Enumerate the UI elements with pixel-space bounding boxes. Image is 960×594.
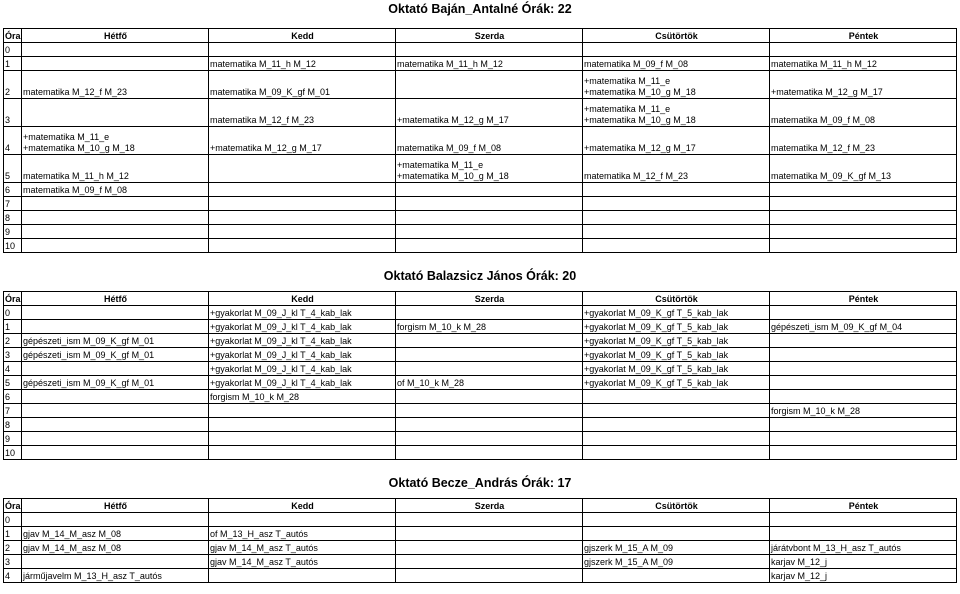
lesson-cell: járműjavelm M_13_H_asz T_autós — [22, 569, 209, 583]
ora-cell: 10 — [4, 446, 22, 460]
table-row — [4, 306, 957, 320]
lesson-cell — [770, 183, 957, 197]
lesson-cell — [583, 197, 770, 211]
lesson-cell — [22, 390, 209, 404]
lesson-cell — [396, 513, 583, 527]
lesson-cell — [583, 390, 770, 404]
table-row — [4, 127, 957, 155]
schedule-table — [3, 498, 957, 583]
lesson-cell — [583, 404, 770, 418]
lesson-cell — [209, 211, 396, 225]
lesson-cell: +gyakorlat M_09_K_gf T_5_kab_lak — [583, 376, 770, 390]
lesson-cell: matematika M_12_f M_23 — [209, 99, 396, 127]
lesson-cell — [583, 432, 770, 446]
lesson-cell — [770, 239, 957, 253]
table-row — [4, 183, 957, 197]
ora-cell: 8 — [4, 211, 22, 225]
lesson-cell — [22, 513, 209, 527]
table-row — [4, 334, 957, 348]
lesson-cell: +gyakorlat M_09_J_kl T_4_kab_lak — [209, 334, 396, 348]
lesson-cell — [396, 334, 583, 348]
lesson-cell — [770, 446, 957, 460]
ora-cell: 1 — [4, 57, 22, 71]
ora-cell: 7 — [4, 404, 22, 418]
lesson-cell — [396, 446, 583, 460]
lesson-cell — [396, 306, 583, 320]
lesson-cell — [22, 225, 209, 239]
lesson-cell — [209, 418, 396, 432]
lesson-cell: gépészeti_ism M_09_K_gf M_01 — [22, 334, 209, 348]
lesson-cell: matematika M_09_f M_08 — [770, 99, 957, 127]
lesson-cell: karjav M_12_j — [770, 555, 957, 569]
lesson-cell — [770, 197, 957, 211]
lesson-cell: +matematika M_12_g M_17 — [209, 127, 396, 155]
lesson-cell — [396, 527, 583, 541]
lesson-cell — [22, 197, 209, 211]
table-row — [4, 197, 957, 211]
lesson-cell — [209, 404, 396, 418]
header-day: Szerda — [396, 29, 583, 43]
lesson-cell: +gyakorlat M_09_K_gf T_5_kab_lak — [583, 306, 770, 320]
lesson-cell — [209, 197, 396, 211]
table-row — [4, 99, 957, 127]
lesson-cell — [396, 432, 583, 446]
lesson-cell — [209, 183, 396, 197]
lesson-cell — [22, 446, 209, 460]
lesson-cell: matematika M_09_f M_08 — [396, 127, 583, 155]
header-day: Csütörtök — [583, 29, 770, 43]
lesson-cell — [22, 432, 209, 446]
table-row — [4, 57, 957, 71]
lesson-cell — [396, 418, 583, 432]
ora-cell: 1 — [4, 527, 22, 541]
table-row — [4, 446, 957, 460]
lesson-cell: +matematika M_11_e +matematika M_10_g M_18 — [583, 99, 770, 127]
header-day: Hétfő — [22, 292, 209, 306]
lesson-cell: matematika M_11_h M_12 — [209, 57, 396, 71]
lesson-cell — [396, 541, 583, 555]
ora-cell: 7 — [4, 197, 22, 211]
lesson-cell: +matematika M_11_e +matematika M_10_g M_18 — [396, 155, 583, 183]
header-day: Kedd — [209, 499, 396, 513]
ora-cell: 3 — [4, 555, 22, 569]
table-row — [4, 71, 957, 99]
header-day: Péntek — [770, 292, 957, 306]
lesson-cell — [396, 225, 583, 239]
lesson-cell: gjav M_14_M_asz M_08 — [22, 527, 209, 541]
lesson-cell: of M_10_k M_28 — [396, 376, 583, 390]
lesson-cell — [396, 555, 583, 569]
lesson-cell — [770, 362, 957, 376]
lesson-cell — [22, 404, 209, 418]
lesson-cell: +gyakorlat M_09_J_kl T_4_kab_lak — [209, 320, 396, 334]
lesson-cell: +matematika M_11_e +matematika M_10_g M_18 — [583, 71, 770, 99]
lesson-cell — [396, 43, 583, 57]
lesson-cell — [770, 376, 957, 390]
lesson-cell: +gyakorlat M_09_K_gf T_5_kab_lak — [583, 320, 770, 334]
lesson-cell — [770, 348, 957, 362]
lesson-cell — [396, 183, 583, 197]
section-title: Oktató Balazsicz János Órák: 20 — [383, 269, 577, 283]
table-row — [4, 43, 957, 57]
lesson-cell: +gyakorlat M_09_K_gf T_5_kab_lak — [583, 362, 770, 376]
ora-cell: 10 — [4, 239, 22, 253]
lesson-cell — [583, 513, 770, 527]
lesson-cell: +matematika M_12_g M_17 — [770, 71, 957, 99]
lesson-cell: matematika M_09_f M_08 — [583, 57, 770, 71]
lesson-cell — [396, 211, 583, 225]
section-title: Oktató Becze_András Órák: 17 — [388, 476, 572, 490]
lesson-cell: +gyakorlat M_09_K_gf T_5_kab_lak — [583, 348, 770, 362]
lesson-cell — [583, 418, 770, 432]
table-row — [4, 376, 957, 390]
lesson-cell — [583, 225, 770, 239]
header-day: Csütörtök — [583, 292, 770, 306]
table-row — [4, 555, 957, 569]
header-day: Kedd — [209, 292, 396, 306]
table-row — [4, 404, 957, 418]
lesson-cell: gjav M_14_M_asz T_autós — [209, 555, 396, 569]
lesson-cell — [770, 334, 957, 348]
lesson-cell — [22, 239, 209, 253]
lesson-cell: +matematika M_12_g M_17 — [583, 127, 770, 155]
lesson-cell: +matematika M_12_g M_17 — [396, 99, 583, 127]
lesson-cell — [22, 43, 209, 57]
lesson-cell — [583, 527, 770, 541]
ora-cell: 9 — [4, 225, 22, 239]
table-row — [4, 320, 957, 334]
ora-cell: 4 — [4, 569, 22, 583]
ora-cell: 8 — [4, 418, 22, 432]
lesson-cell — [396, 197, 583, 211]
lesson-cell — [396, 239, 583, 253]
lesson-cell: járátvbont M_13_H_asz T_autós — [770, 541, 957, 555]
lesson-cell — [583, 211, 770, 225]
ora-cell: 6 — [4, 390, 22, 404]
lesson-cell — [209, 446, 396, 460]
header-day: Péntek — [770, 29, 957, 43]
table-row — [4, 348, 957, 362]
lesson-cell: matematika M_11_h M_12 — [396, 57, 583, 71]
lesson-cell — [209, 513, 396, 527]
lesson-cell — [209, 43, 396, 57]
header-row — [4, 499, 957, 513]
ora-cell: 4 — [4, 362, 22, 376]
lesson-cell: gjszerk M_15_A M_09 — [583, 541, 770, 555]
ora-cell: 4 — [4, 127, 22, 155]
ora-cell: 3 — [4, 99, 22, 127]
lesson-cell — [209, 432, 396, 446]
table-row — [4, 155, 957, 183]
lesson-cell — [209, 225, 396, 239]
lesson-cell — [583, 446, 770, 460]
lesson-cell: matematika M_09_f M_08 — [22, 183, 209, 197]
header-row — [4, 292, 957, 306]
lesson-cell: gjav M_14_M_asz T_autós — [209, 541, 396, 555]
lesson-cell — [770, 513, 957, 527]
ora-cell: 0 — [4, 306, 22, 320]
lesson-cell — [22, 99, 209, 127]
ora-cell: 2 — [4, 334, 22, 348]
ora-cell: 2 — [4, 71, 22, 99]
header-day: Szerda — [396, 499, 583, 513]
lesson-cell: matematika M_11_h M_12 — [770, 57, 957, 71]
lesson-cell — [396, 390, 583, 404]
lesson-cell: matematika M_11_h M_12 — [22, 155, 209, 183]
header-ora: Óra — [4, 29, 22, 43]
lesson-cell: matematika M_12_f M_23 — [770, 127, 957, 155]
lesson-cell: matematika M_12_f M_23 — [22, 71, 209, 99]
section-title: Oktató Baján_Antalné Órák: 22 — [388, 2, 572, 16]
lesson-cell — [22, 306, 209, 320]
table-row — [4, 541, 957, 555]
table-row — [4, 211, 957, 225]
ora-cell: 3 — [4, 348, 22, 362]
table-row — [4, 362, 957, 376]
lesson-cell — [396, 71, 583, 99]
lesson-cell — [770, 306, 957, 320]
lesson-cell: gjszerk M_15_A M_09 — [583, 555, 770, 569]
header-row — [4, 29, 957, 43]
schedule-table — [3, 291, 957, 460]
table-row — [4, 513, 957, 527]
ora-cell: 2 — [4, 541, 22, 555]
lesson-cell — [22, 57, 209, 71]
lesson-cell: of M_13_H_asz T_autós — [209, 527, 396, 541]
lesson-cell: +matematika M_11_e +matematika M_10_g M_18 — [22, 127, 209, 155]
lesson-cell — [209, 155, 396, 183]
table-row — [4, 390, 957, 404]
lesson-cell: forgism M_10_k M_28 — [396, 320, 583, 334]
lesson-cell — [583, 569, 770, 583]
lesson-cell: +gyakorlat M_09_J_kl T_4_kab_lak — [209, 306, 396, 320]
header-day: Szerda — [396, 292, 583, 306]
lesson-cell: gépészeti_ism M_09_K_gf M_04 — [770, 320, 957, 334]
header-ora: Óra — [4, 292, 22, 306]
ora-cell: 9 — [4, 432, 22, 446]
lesson-cell: gjav M_14_M_asz M_08 — [22, 541, 209, 555]
lesson-cell: forgism M_10_k M_28 — [770, 404, 957, 418]
lesson-cell: matematika M_09_K_gf M_01 — [209, 71, 396, 99]
lesson-cell: +gyakorlat M_09_K_gf T_5_kab_lak — [583, 334, 770, 348]
lesson-cell — [396, 348, 583, 362]
lesson-cell — [22, 418, 209, 432]
lesson-cell — [22, 211, 209, 225]
lesson-cell — [770, 418, 957, 432]
ora-cell: 5 — [4, 155, 22, 183]
header-day: Péntek — [770, 499, 957, 513]
lesson-cell — [22, 320, 209, 334]
lesson-cell: gépészeti_ism M_09_K_gf M_01 — [22, 376, 209, 390]
lesson-cell: +gyakorlat M_09_J_kl T_4_kab_lak — [209, 348, 396, 362]
header-ora: Óra — [4, 499, 22, 513]
table-row — [4, 418, 957, 432]
table-row — [4, 527, 957, 541]
lesson-cell — [770, 527, 957, 541]
ora-cell: 0 — [4, 513, 22, 527]
lesson-cell: matematika M_09_K_gf M_13 — [770, 155, 957, 183]
lesson-cell: gépészeti_ism M_09_K_gf M_01 — [22, 348, 209, 362]
table-row — [4, 225, 957, 239]
header-day: Csütörtök — [583, 499, 770, 513]
timetable-sheet — [3, 0, 957, 583]
header-day: Kedd — [209, 29, 396, 43]
lesson-cell — [396, 569, 583, 583]
lesson-cell: forgism M_10_k M_28 — [209, 390, 396, 404]
lesson-cell — [396, 404, 583, 418]
lesson-cell — [22, 555, 209, 569]
lesson-cell — [22, 362, 209, 376]
ora-cell: 1 — [4, 320, 22, 334]
lesson-cell — [209, 239, 396, 253]
lesson-cell — [770, 390, 957, 404]
header-day: Hétfő — [22, 499, 209, 513]
lesson-cell — [396, 362, 583, 376]
lesson-cell — [770, 225, 957, 239]
lesson-cell — [583, 183, 770, 197]
lesson-cell — [583, 43, 770, 57]
lesson-cell: +gyakorlat M_09_J_kl T_4_kab_lak — [209, 362, 396, 376]
ora-cell: 5 — [4, 376, 22, 390]
lesson-cell: +gyakorlat M_09_J_kl T_4_kab_lak — [209, 376, 396, 390]
table-row — [4, 569, 957, 583]
header-day: Hétfő — [22, 29, 209, 43]
table-row — [4, 432, 957, 446]
lesson-cell — [770, 211, 957, 225]
lesson-cell — [770, 43, 957, 57]
lesson-cell: karjav M_12_j — [770, 569, 957, 583]
ora-cell: 6 — [4, 183, 22, 197]
lesson-cell: matematika M_12_f M_23 — [583, 155, 770, 183]
lesson-cell — [770, 432, 957, 446]
table-row — [4, 239, 957, 253]
schedule-table — [3, 28, 957, 253]
lesson-cell — [209, 569, 396, 583]
lesson-cell — [583, 239, 770, 253]
ora-cell: 0 — [4, 43, 22, 57]
